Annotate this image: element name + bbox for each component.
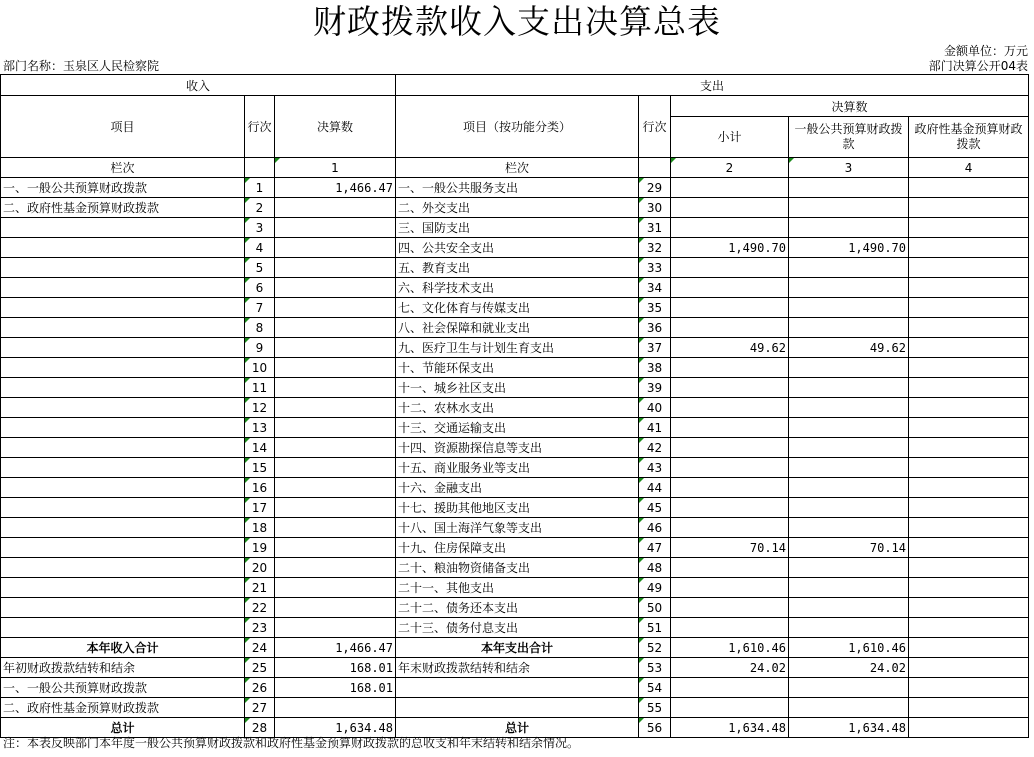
income-amount-cell xyxy=(275,558,396,578)
table-row xyxy=(1,218,1029,238)
general-budget-header: 一般公共预算财政拨款 xyxy=(789,117,909,158)
table-row xyxy=(1,418,1029,438)
general-budget-cell: 1,634.48 xyxy=(789,718,909,738)
table-row xyxy=(1,378,1029,398)
expense-row-no-cell: 42 xyxy=(639,438,671,458)
gov-fund-cell xyxy=(909,618,1029,638)
income-amount-cell xyxy=(275,238,396,258)
expense-item-cell: 二、外交支出 xyxy=(396,198,639,218)
income-amount-cell xyxy=(275,438,396,458)
page-title: 财政拨款收入支出决算总表 xyxy=(313,2,721,41)
expense-row-no-cell: 45 xyxy=(639,498,671,518)
expense-row-no-cell: 38 xyxy=(639,358,671,378)
income-amount-cell xyxy=(275,538,396,558)
expense-item-cell: 二十、粮油物资储备支出 xyxy=(396,558,639,578)
income-amount-cell xyxy=(275,618,396,638)
general-budget-cell: 1,490.70 xyxy=(789,238,909,258)
income-row-no-cell: 14 xyxy=(245,438,275,458)
table-row xyxy=(1,678,1029,698)
expense-row-no-cell: 48 xyxy=(639,558,671,578)
gov-fund-cell xyxy=(909,238,1029,258)
table-row xyxy=(1,658,1029,678)
income-row-no-cell: 6 xyxy=(245,278,275,298)
income-item-cell xyxy=(1,558,245,578)
income-amount-cell xyxy=(275,498,396,518)
gov-fund-cell xyxy=(909,178,1029,198)
gov-fund-cell xyxy=(909,658,1029,678)
expense-item-cell: 二十三、债务付息支出 xyxy=(396,618,639,638)
subtotal-cell: 1,610.46 xyxy=(671,638,789,658)
gov-fund-cell xyxy=(909,498,1029,518)
col-label-cell: 栏次 xyxy=(396,158,639,178)
expense-row-no-cell: 31 xyxy=(639,218,671,238)
income-row-no-cell: 17 xyxy=(245,498,275,518)
general-budget-cell xyxy=(789,478,909,498)
expense-item-cell: 七、文化体育与传媒支出 xyxy=(396,298,639,318)
income-item-cell xyxy=(1,438,245,458)
gov-fund-cell xyxy=(909,698,1029,718)
income-item-header: 项目 xyxy=(1,96,245,158)
income-amount-cell: 1,634.48 xyxy=(275,718,396,738)
income-item-cell xyxy=(1,378,245,398)
income-row-no-cell: 2 xyxy=(245,198,275,218)
subtotal-cell xyxy=(671,678,789,698)
expense-row-no-cell: 43 xyxy=(639,458,671,478)
expense-row-no-cell: 32 xyxy=(639,238,671,258)
income-row-no-cell: 4 xyxy=(245,238,275,258)
table-row xyxy=(1,478,1029,498)
general-budget-cell: 24.02 xyxy=(789,658,909,678)
expense-item-cell: 五、教育支出 xyxy=(396,258,639,278)
gov-fund-cell xyxy=(909,598,1029,618)
table-row xyxy=(1,278,1029,298)
expense-item-cell: 十八、国土海洋气象等支出 xyxy=(396,518,639,538)
income-row-no-cell: 16 xyxy=(245,478,275,498)
income-item-cell: 二、政府性基金预算财政拨款 xyxy=(1,698,245,718)
table-row xyxy=(1,598,1029,618)
col-label-cell: 栏次 xyxy=(1,158,245,178)
subtotal-cell xyxy=(671,438,789,458)
expense-row-no-header: 行次 xyxy=(639,96,671,158)
income-row-no-cell: 25 xyxy=(245,658,275,678)
expense-row-no-cell: 29 xyxy=(639,178,671,198)
expense-header: 支出 xyxy=(396,75,1029,96)
expense-item-cell: 六、科学技术支出 xyxy=(396,278,639,298)
expense-item-cell: 十七、援助其他地区支出 xyxy=(396,498,639,518)
subtotal-cell xyxy=(671,198,789,218)
income-row-no-header: 行次 xyxy=(245,96,275,158)
col-number-3: 3 xyxy=(789,158,909,178)
expense-item-cell: 十、节能环保支出 xyxy=(396,358,639,378)
general-budget-cell xyxy=(789,378,909,398)
subtotal-cell xyxy=(671,318,789,338)
income-item-cell xyxy=(1,338,245,358)
table-row xyxy=(1,198,1029,218)
expense-item-cell: 八、社会保障和就业支出 xyxy=(396,318,639,338)
table-row xyxy=(1,558,1029,578)
subtotal-cell xyxy=(671,478,789,498)
gov-fund-cell xyxy=(909,518,1029,538)
general-budget-cell xyxy=(789,438,909,458)
income-item-cell xyxy=(1,258,245,278)
income-row-no-cell: 10 xyxy=(245,358,275,378)
income-row-no-cell: 12 xyxy=(245,398,275,418)
income-amount-cell xyxy=(275,338,396,358)
table-row xyxy=(1,578,1029,598)
table-row xyxy=(1,538,1029,558)
subtotal-header: 小计 xyxy=(671,117,789,158)
income-amount-cell xyxy=(275,378,396,398)
general-budget-cell xyxy=(789,318,909,338)
table-row xyxy=(1,698,1029,718)
table-code: 部门决算公开04表 xyxy=(928,59,1028,73)
income-item-cell xyxy=(1,518,245,538)
expense-item-cell: 二十一、其他支出 xyxy=(396,578,639,598)
income-amount-cell xyxy=(275,198,396,218)
gov-fund-cell xyxy=(909,378,1029,398)
table-row xyxy=(1,498,1029,518)
income-row-no-cell: 22 xyxy=(245,598,275,618)
income-item-cell xyxy=(1,538,245,558)
expense-row-no-cell: 54 xyxy=(639,678,671,698)
general-budget-cell xyxy=(789,598,909,618)
income-amount-cell xyxy=(275,398,396,418)
income-item-cell xyxy=(1,618,245,638)
gov-fund-cell xyxy=(909,678,1029,698)
expense-row-no-cell: 36 xyxy=(639,318,671,338)
subtotal-cell xyxy=(671,558,789,578)
income-amount-cell xyxy=(275,458,396,478)
subtotal-cell xyxy=(671,598,789,618)
income-item-cell xyxy=(1,238,245,258)
income-row-no-cell: 26 xyxy=(245,678,275,698)
income-amount-cell: 168.01 xyxy=(275,678,396,698)
income-item-cell xyxy=(1,418,245,438)
subtotal-cell xyxy=(671,698,789,718)
income-amount-cell xyxy=(275,418,396,438)
income-item-cell xyxy=(1,278,245,298)
income-amount-cell xyxy=(275,278,396,298)
expense-item-cell xyxy=(396,678,639,698)
table-row xyxy=(1,638,1029,658)
income-row-no-cell: 19 xyxy=(245,538,275,558)
income-item-cell xyxy=(1,298,245,318)
income-row-no-cell: 3 xyxy=(245,218,275,238)
income-item-cell xyxy=(1,578,245,598)
expense-item-cell: 三、国防支出 xyxy=(396,218,639,238)
income-item-cell: 一、一般公共预算财政拨款 xyxy=(1,678,245,698)
table-row xyxy=(1,398,1029,418)
gov-fund-cell xyxy=(909,278,1029,298)
general-budget-cell xyxy=(789,278,909,298)
col-number-4: 4 xyxy=(909,158,1029,178)
income-item-cell: 本年收入合计 xyxy=(1,638,245,658)
income-amount-cell xyxy=(275,518,396,538)
general-budget-cell xyxy=(789,458,909,478)
subtotal-cell: 1,634.48 xyxy=(671,718,789,738)
expense-item-cell: 十五、商业服务业等支出 xyxy=(396,458,639,478)
expense-item-cell: 四、公共安全支出 xyxy=(396,238,639,258)
gov-fund-cell xyxy=(909,298,1029,318)
table-row xyxy=(1,258,1029,278)
income-amount-cell: 1,466.47 xyxy=(275,638,396,658)
subtotal-cell: 49.62 xyxy=(671,338,789,358)
expense-row-no-cell: 56 xyxy=(639,718,671,738)
general-budget-cell xyxy=(789,618,909,638)
gov-fund-cell xyxy=(909,198,1029,218)
income-amount-cell xyxy=(275,698,396,718)
expense-item-cell: 本年支出合计 xyxy=(396,638,639,658)
gov-fund-cell xyxy=(909,438,1029,458)
general-budget-cell xyxy=(789,698,909,718)
expense-item-cell: 二十二、债务还本支出 xyxy=(396,598,639,618)
final-amount-group-header: 决算数 xyxy=(671,96,1029,117)
expense-row-no-cell: 53 xyxy=(639,658,671,678)
income-row-no-cell: 1 xyxy=(245,178,275,198)
table-row xyxy=(1,458,1029,478)
subtotal-cell xyxy=(671,518,789,538)
income-item-cell xyxy=(1,218,245,238)
general-budget-cell xyxy=(789,298,909,318)
expense-row-no-cell: 50 xyxy=(639,598,671,618)
subtotal-cell xyxy=(671,278,789,298)
income-amount-cell xyxy=(275,478,396,498)
income-row-no-cell: 9 xyxy=(245,338,275,358)
expense-row-no-cell: 34 xyxy=(639,278,671,298)
income-row-no-cell: 15 xyxy=(245,458,275,478)
gov-fund-cell xyxy=(909,638,1029,658)
expense-row-no-cell: 37 xyxy=(639,338,671,358)
subtotal-cell xyxy=(671,618,789,638)
gov-fund-cell xyxy=(909,318,1029,338)
general-budget-cell xyxy=(789,518,909,538)
income-item-cell xyxy=(1,318,245,338)
table-row xyxy=(1,178,1029,198)
general-budget-cell: 1,610.46 xyxy=(789,638,909,658)
expense-item-cell xyxy=(396,698,639,718)
subtotal-cell xyxy=(671,398,789,418)
general-budget-cell xyxy=(789,558,909,578)
expense-row-no-cell: 35 xyxy=(639,298,671,318)
income-amount-cell xyxy=(275,218,396,238)
income-row-no-cell: 8 xyxy=(245,318,275,338)
expense-item-cell: 总计 xyxy=(396,718,639,738)
gov-fund-cell xyxy=(909,538,1029,558)
general-budget-cell: 70.14 xyxy=(789,538,909,558)
income-item-cell: 一、一般公共预算财政拨款 xyxy=(1,178,245,198)
expense-item-header: 项目（按功能分类） xyxy=(396,96,639,158)
expense-row-no-cell: 49 xyxy=(639,578,671,598)
general-budget-cell xyxy=(789,198,909,218)
general-budget-cell xyxy=(789,578,909,598)
gov-fund-cell xyxy=(909,338,1029,358)
subtotal-cell xyxy=(671,358,789,378)
gov-fund-cell xyxy=(909,418,1029,438)
general-budget-cell xyxy=(789,178,909,198)
subtotal-cell xyxy=(671,498,789,518)
expense-row-no-cell: 47 xyxy=(639,538,671,558)
income-amount-header: 决算数 xyxy=(275,96,396,158)
income-item-cell xyxy=(1,358,245,378)
income-row-no-cell: 7 xyxy=(245,298,275,318)
expense-item-cell: 一、一般公共服务支出 xyxy=(396,178,639,198)
general-budget-cell xyxy=(789,418,909,438)
table-row xyxy=(1,438,1029,458)
general-budget-cell: 49.62 xyxy=(789,338,909,358)
subtotal-cell: 24.02 xyxy=(671,658,789,678)
expense-row-no-cell: 44 xyxy=(639,478,671,498)
gov-fund-cell xyxy=(909,398,1029,418)
income-row-no-cell: 24 xyxy=(245,638,275,658)
subtotal-cell xyxy=(671,178,789,198)
table-row xyxy=(1,518,1029,538)
gov-fund-header: 政府性基金预算财政拨款 xyxy=(909,117,1029,158)
general-budget-cell xyxy=(789,258,909,278)
gov-fund-cell xyxy=(909,718,1029,738)
subtotal-cell: 70.14 xyxy=(671,538,789,558)
expense-item-cell: 九、医疗卫生与计划生育支出 xyxy=(396,338,639,358)
amount-unit: 金额单位：万元 xyxy=(943,44,1028,58)
expense-item-cell: 十四、资源勘探信息等支出 xyxy=(396,438,639,458)
gov-fund-cell xyxy=(909,578,1029,598)
gov-fund-cell xyxy=(909,458,1029,478)
subtotal-cell xyxy=(671,418,789,438)
income-item-cell xyxy=(1,478,245,498)
gov-fund-cell xyxy=(909,358,1029,378)
general-budget-cell xyxy=(789,498,909,518)
income-row-no-cell: 27 xyxy=(245,698,275,718)
budget-table xyxy=(0,74,1029,738)
expense-row-no-cell: 51 xyxy=(639,618,671,638)
general-budget-cell xyxy=(789,358,909,378)
gov-fund-cell xyxy=(909,258,1029,278)
income-item-cell xyxy=(1,398,245,418)
income-row-no-cell: 5 xyxy=(245,258,275,278)
income-item-cell xyxy=(1,458,245,478)
gov-fund-cell xyxy=(909,558,1029,578)
expense-row-no-cell: 33 xyxy=(639,258,671,278)
subtotal-cell xyxy=(671,458,789,478)
col-number-1: 1 xyxy=(275,158,396,178)
col-number-2: 2 xyxy=(671,158,789,178)
income-row-no-cell: 18 xyxy=(245,518,275,538)
income-row-no-cell: 23 xyxy=(245,618,275,638)
expense-row-no-cell: 39 xyxy=(639,378,671,398)
expense-item-cell: 十二、农林水支出 xyxy=(396,398,639,418)
expense-item-cell: 十六、金融支出 xyxy=(396,478,639,498)
income-item-cell: 二、政府性基金预算财政拨款 xyxy=(1,198,245,218)
table-row xyxy=(1,318,1029,338)
expense-row-no-cell: 46 xyxy=(639,518,671,538)
income-row-no-cell: 11 xyxy=(245,378,275,398)
income-item-cell: 总计 xyxy=(1,718,245,738)
income-amount-cell: 1,466.47 xyxy=(275,178,396,198)
expense-row-no-cell: 55 xyxy=(639,698,671,718)
subtotal-cell xyxy=(671,258,789,278)
income-row-no-cell: 20 xyxy=(245,558,275,578)
gov-fund-cell xyxy=(909,218,1029,238)
table-row xyxy=(1,618,1029,638)
income-amount-cell xyxy=(275,318,396,338)
expense-item-cell: 年末财政拨款结转和结余 xyxy=(396,658,639,678)
general-budget-cell xyxy=(789,678,909,698)
expense-row-no-cell: 40 xyxy=(639,398,671,418)
expense-item-cell: 十一、城乡社区支出 xyxy=(396,378,639,398)
gov-fund-cell xyxy=(909,478,1029,498)
table-row xyxy=(1,338,1029,358)
table-row xyxy=(1,238,1029,258)
income-amount-cell xyxy=(275,358,396,378)
income-item-cell xyxy=(1,498,245,518)
empty-cell xyxy=(639,158,671,178)
subtotal-cell xyxy=(671,578,789,598)
subtotal-cell xyxy=(671,218,789,238)
table-row xyxy=(1,358,1029,378)
subtotal-cell xyxy=(671,298,789,318)
income-row-no-cell: 28 xyxy=(245,718,275,738)
income-row-no-cell: 21 xyxy=(245,578,275,598)
expense-item-cell: 十九、住房保障支出 xyxy=(396,538,639,558)
income-amount-cell xyxy=(275,258,396,278)
expense-row-no-cell: 52 xyxy=(639,638,671,658)
income-amount-cell xyxy=(275,298,396,318)
empty-cell xyxy=(245,158,275,178)
subtotal-cell xyxy=(671,378,789,398)
footnote: 注：本表反映部门本年度一般公共预算财政拨款和政府性基金预算财政拨款的总收支和年末结转和结余情况。 xyxy=(3,736,580,750)
income-amount-cell xyxy=(275,578,396,598)
income-row-no-cell: 13 xyxy=(245,418,275,438)
general-budget-cell xyxy=(789,218,909,238)
general-budget-cell xyxy=(789,398,909,418)
income-item-cell xyxy=(1,598,245,618)
income-amount-cell xyxy=(275,598,396,618)
income-item-cell: 年初财政拨款结转和结余 xyxy=(1,658,245,678)
department-name: 部门名称：玉泉区人民检察院 xyxy=(3,59,160,73)
expense-row-no-cell: 41 xyxy=(639,418,671,438)
income-header: 收入 xyxy=(1,75,396,96)
subtotal-cell: 1,490.70 xyxy=(671,238,789,258)
expense-item-cell: 十三、交通运输支出 xyxy=(396,418,639,438)
table-row xyxy=(1,298,1029,318)
income-amount-cell: 168.01 xyxy=(275,658,396,678)
expense-row-no-cell: 30 xyxy=(639,198,671,218)
